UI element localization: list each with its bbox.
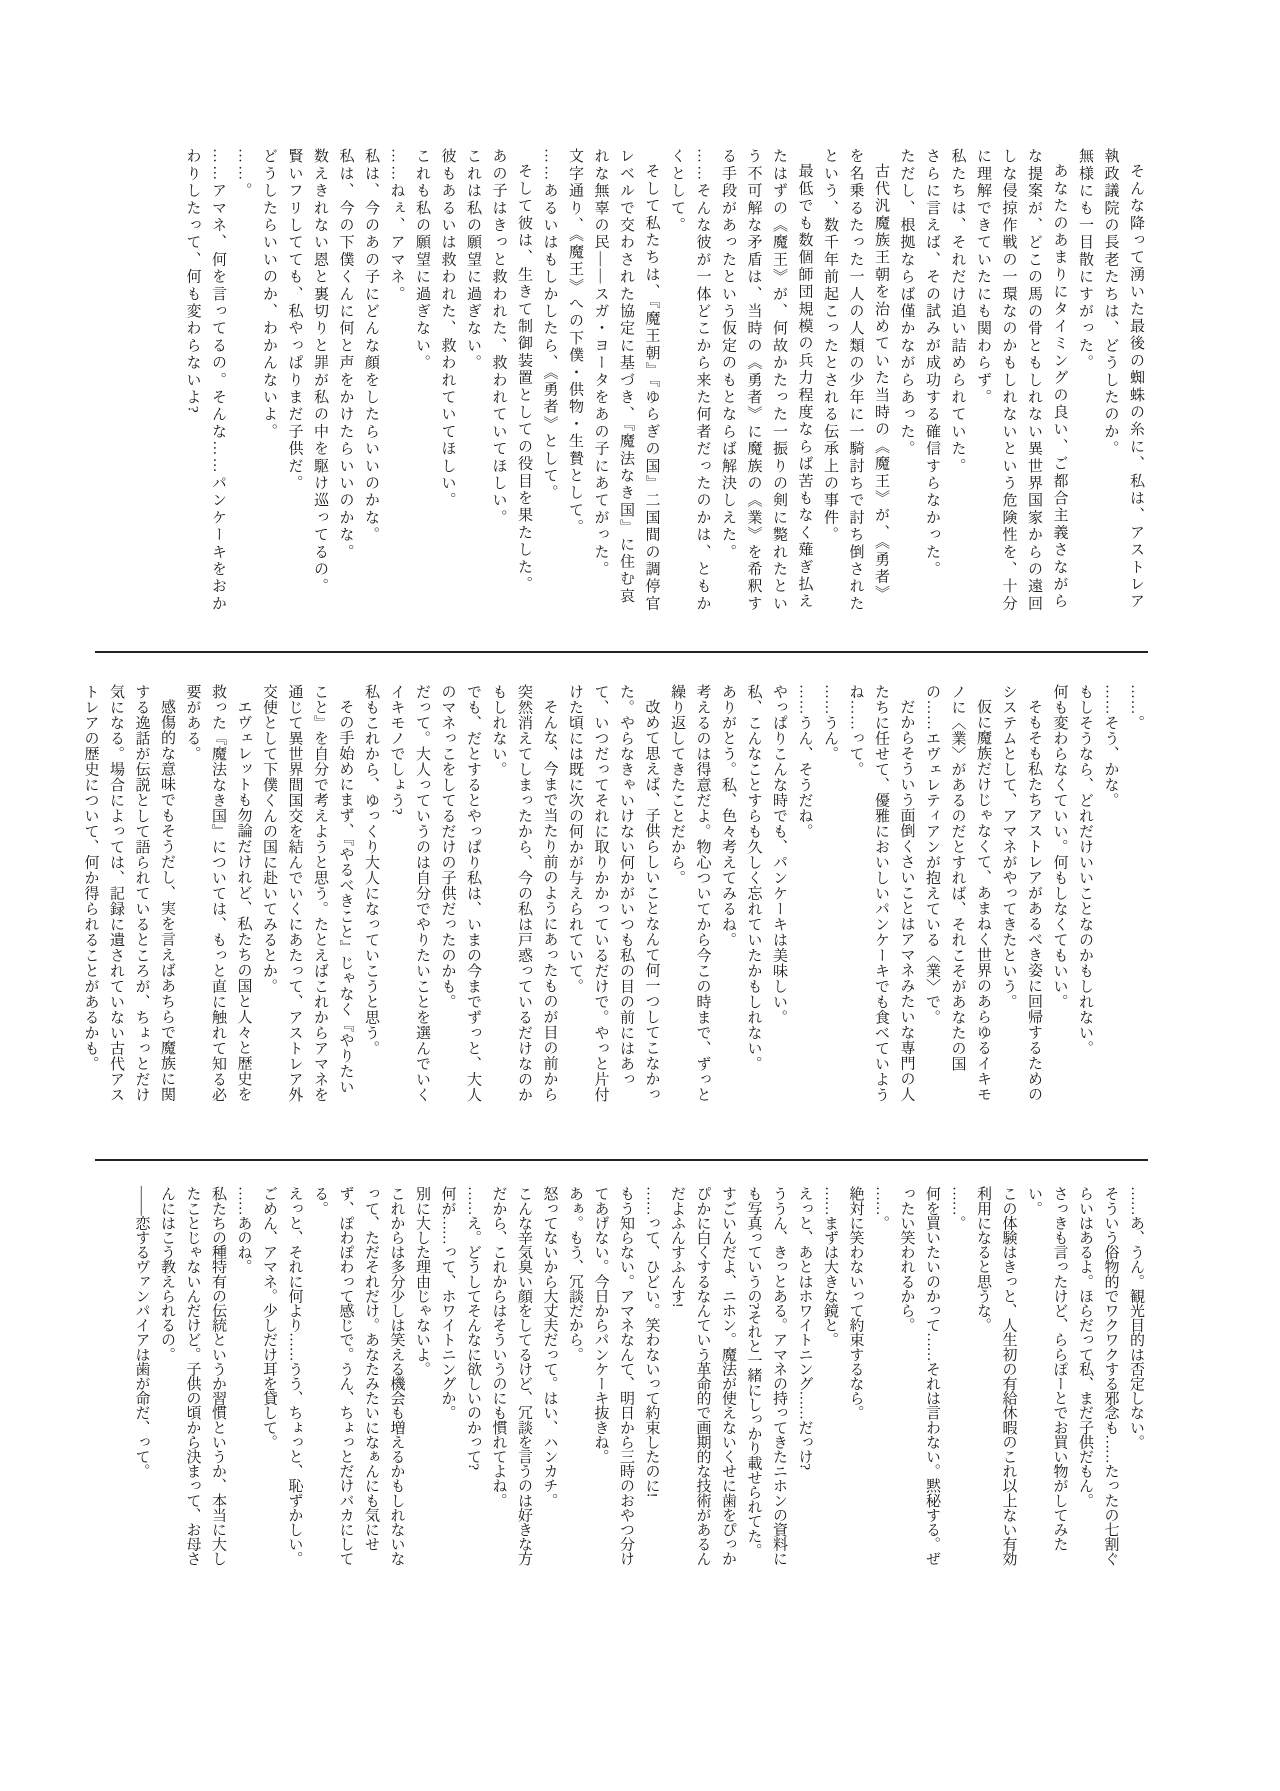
paragraph: ……アマネ、何を言ってるの。そんな……パンケーキをおかわりしたって、何も変わらないよ? <box>184 148 226 613</box>
paragraph: 何を買いたいのかって……それは言わない。黙秘する。ぜったい笑われるから。 <box>898 1186 940 1566</box>
paragraph: この体験はきっと、人生初の有給休暇のこれ以上ない有効利用になると思うな。 <box>975 1186 1017 1566</box>
paragraph: ……そんな彼が一体どこから来た何者だったのかは、ともかくとして。 <box>669 148 711 613</box>
text-section-middle <box>82 684 1148 1104</box>
paragraph: その手始めにまず、『やるべきこと』じゃなく『やりたいこと』を自分で考えようと思う。たとえばこれからアマネを通じて異世界間国交を結んでいくにあたって、アストレア外交使として下僕くんの国に赴いてみるとか。 <box>261 684 354 1103</box>
paragraph: ――恋するヴァンパイアは歯が命だ、って。 <box>133 1186 150 1479</box>
paragraph: ……。 <box>1128 684 1144 731</box>
paragraph: ……って、ひどい。笑わないって約束したのに! <box>643 1186 660 1498</box>
paragraph: そんな降って湧いた最後の蜘蛛の糸に、私は、アストレア執政議院の長老たちは、どうしたのか。 <box>1102 148 1144 611</box>
paragraph: 私もこれから、ゆっくり大人になっていこうと思う。 <box>363 684 379 1056</box>
paragraph: そして彼は、生きて制御装置としての役目を果たした。 <box>516 163 532 593</box>
paragraph: 別に大した理由じゃないよ。 <box>414 1186 430 1376</box>
paragraph: どうしたらいいのか、わかんないよ。 <box>261 148 277 441</box>
paragraph: 私は、今の下僕くんに何と声をかけたらいいのかな。 <box>337 148 354 561</box>
paragraph: 仮に魔族だけじゃなくて、あまねく世界のあらゆるイキモノに〈業〉があるのだとすれば、それこそがあなたの国の……エヴェレティアンが抱えている〈業〉で。 <box>924 684 991 1102</box>
scene-divider-1 <box>95 651 1148 653</box>
paragraph: ……うん、そうだね。 <box>796 684 813 839</box>
paragraph: こんな辛気臭い顔をしてるけど、冗談を言うのは好きな方だから、これからはそういうのにも慣れてよね。 <box>490 1186 532 1566</box>
paragraph: あの子はきっと救われた、救われていてほしい。 <box>490 148 507 527</box>
paragraph: さっきも言ったけど、ららぽーとでお買い物がしてみたい。 <box>1026 1186 1068 1552</box>
paragraph: もう知らない。アマネなんて、明日から三時のおやつ分けてあげない。今日からパンケーキ抜きね。 <box>592 1186 634 1566</box>
paragraph: ……。 <box>949 1186 966 1230</box>
paragraph: もしそうなら、どれだけいいことなのかもしれない。 <box>1077 684 1093 1056</box>
scene-divider-2 <box>95 1159 1148 1161</box>
paragraph: えっと、あとはホワイトニング……だっけ? <box>796 1186 813 1470</box>
paragraph: 文字通り、《魔王》への下僕・供物・生贄として。 <box>567 148 583 537</box>
paragraph: エヴェレットも勿論だけれど、私たちの国と人々と歴史を救った『魔法なき国』については、もっと直に触れて知る必要がある。 <box>184 684 252 1103</box>
paragraph: やっぱりこんな時でも、パンケーキは美味しい。 <box>771 684 787 1025</box>
paragraph: 賢いフリしてても、私やっぱりまだ子供だ。 <box>286 148 303 492</box>
paragraph: 怒ってないから大丈夫だって。はい、ハンカチ。 <box>541 1186 558 1508</box>
paragraph: 感傷的な意味でもそうだし、実を言えばあちらで魔族に関する逸話が伝説として語られているところが、ちょっとだけ気になる。場合によっては、記録に遺されていない古代アストレアの歴史について、何か得られることがあるかも。 <box>82 684 175 1103</box>
paragraph: 無様にも一目散にすがった。 <box>1077 148 1093 372</box>
paragraph: そもそも私たちアストレアがあるべき姿に回帰するためのシステムとして、アマネがやってきたという。 <box>1000 684 1042 1102</box>
paragraph: 最低でも数個師団規模の兵力程度ならば苦もなく薙ぎ払えたはずの《魔王》が、何故かたった一振りの剣に斃れたという不可解な矛盾は、当時の《勇者》に魔族の《業》を希釈する手段があったという仮定のもとならば解決しえた。 <box>720 148 813 613</box>
paragraph: これは私の願望に過ぎない。 <box>465 148 481 372</box>
paragraph: あなたのあまりにタイミングの良い、ご都合主義さながらな提案が、どこの馬の骨ともしれない異世界国家からの遠回しな侵掠作戦の一環なのかもしれないという危険性を、十分に理解できていたにも関わらず。 <box>975 148 1068 613</box>
paragraph: 私は、今のあの子にどんな顔をしたらいいのかな。 <box>363 148 379 544</box>
paragraph: ……そう、かな。 <box>1102 684 1119 808</box>
paragraph: ただし、根拠ならば僅かながらあった。 <box>898 148 915 458</box>
paragraph: ううん、きっとある。アマネの持ってきたニホンの資料にも写真っていうの?それと一緒にしっかり載せられてた。 <box>745 1186 787 1566</box>
paragraph: ……え。どうしてそんなに欲しいのかって? <box>465 1186 481 1470</box>
paragraph: だって。大人っていうのは自分でやりたいことを選んでいくイキモノでしょう? <box>388 684 430 1103</box>
paragraph: ……。 <box>873 1186 889 1230</box>
paragraph: 数えきれない恩と裏切りと罪が私の中を駆け巡ってるの。 <box>312 148 328 596</box>
paragraph: すごいんだよ、ニホン。魔法が使えないくせに歯をぴっかぴかに白くするなんていう革命的で画期的な技術があるんだよふんすふんす! <box>669 1186 736 1566</box>
paragraph: 絶対に笑わないって約束するなら。 <box>847 1186 864 1420</box>
paragraph: そして私たちは、『魔王朝』『ゆらぎの国』二国間の調停官レベルで交わされた協定に基づき、『魔法なき国』に住む哀れな無辜の民――スガ・ヨータをあの子にあてがった。 <box>592 148 660 613</box>
paragraph: ……あのね。 <box>235 1186 252 1274</box>
paragraph: ……ねぇ、アマネ。 <box>388 148 405 303</box>
text-section-top <box>95 148 1148 618</box>
paragraph: だからそういう面倒くさいことはアマネみたいな専門の人たちに任せて、優雅においしいパンケーキでも食べていようね……って。 <box>847 684 915 1103</box>
paragraph: 彼もあるいは救われた、救われていてほしい。 <box>439 148 456 510</box>
paragraph: ごめん、アマネ。少しだけ耳を貸して。 <box>261 1186 277 1449</box>
paragraph: ……うん。 <box>822 684 838 762</box>
paragraph: でも、だとするとやっぱり私は、いまの今までずっと、大人のマネっこをしてるだけの子供だったのかも。 <box>439 684 481 1103</box>
paragraph: えっと、それに何より……うう、ちょっと、恥ずかしい。 <box>286 1186 303 1566</box>
paragraph: さらに言えば、その試みが成功する確信すらなかった。 <box>924 148 940 578</box>
paragraph: これからは多分少しは笑える機会も増えるかもしれないなって、ただそれだけ。あなたみたいになぁんにも気にせず、ぽわぽわって感じで。うん、ちょっとだけバカにしてる。 <box>312 1186 405 1566</box>
paragraph: 古代汎魔族王朝を治めていた当時の《魔王》が、《勇者》を名乗るたった一人の人類の少年に一騎討ちで討ち倒されたという、数千年前起こったとされる伝承上の事件。 <box>822 148 889 613</box>
paragraph: 私たちは、それだけ追い詰められていた。 <box>949 148 966 475</box>
paragraph: ……あ、うん。観光目的は否定しない。 <box>1128 1186 1144 1449</box>
paragraph: 私たちの種特有の伝統というか習慣というか、本当に大したことじゃないんだけど。子供の頃から決まって、お母さんにはこう教えられるの。 <box>159 1186 226 1566</box>
paragraph: ありがとう。私、色々考えてみるね。 <box>720 684 736 948</box>
paragraph: ……あるいはもしかしたら、《勇者》として。 <box>541 148 558 502</box>
paragraph: ……まずは大きな鏡と。 <box>822 1186 838 1347</box>
paragraph: ……。 <box>235 148 252 200</box>
paragraph: 考えるのは得意だよ。物心ついてから今この時まで、ずっと繰り返してきたことだから。 <box>669 684 711 1103</box>
paragraph: 私、こんなことすらも久しく忘れていたかもしれない。 <box>745 684 762 1072</box>
paragraph: 何が……って、ホワイトニングか。 <box>439 1186 456 1420</box>
paragraph: そんな、今まで当たり前のようにあったものが目の前から突然消えてしまったから、今の私は戸惑っているだけなのかもしれない。 <box>490 684 558 1103</box>
paragraph: あぁ。もう、冗談だから。 <box>567 1186 583 1362</box>
paragraph: 何も変わらなくていい。何もしなくてもいい。 <box>1051 684 1068 1010</box>
paragraph: 改めて思えば、子供らしいことなんて何一つしてこなかった。やらなきゃいけない何かがいつも私の目の前にはあって、いつだってそれに取りかかっているだけで。やっと片付けた頃には既に次の何かが与えられていて。 <box>567 684 660 1103</box>
paragraph: そういう俗物的でワクワクする邪念も……たったの七割ぐらいはあるよ。ほらだって私、まだ子供だもん。 <box>1077 1186 1119 1566</box>
text-section-bottom <box>95 1186 1148 1566</box>
paragraph: これも私の願望に過ぎない。 <box>414 148 430 372</box>
